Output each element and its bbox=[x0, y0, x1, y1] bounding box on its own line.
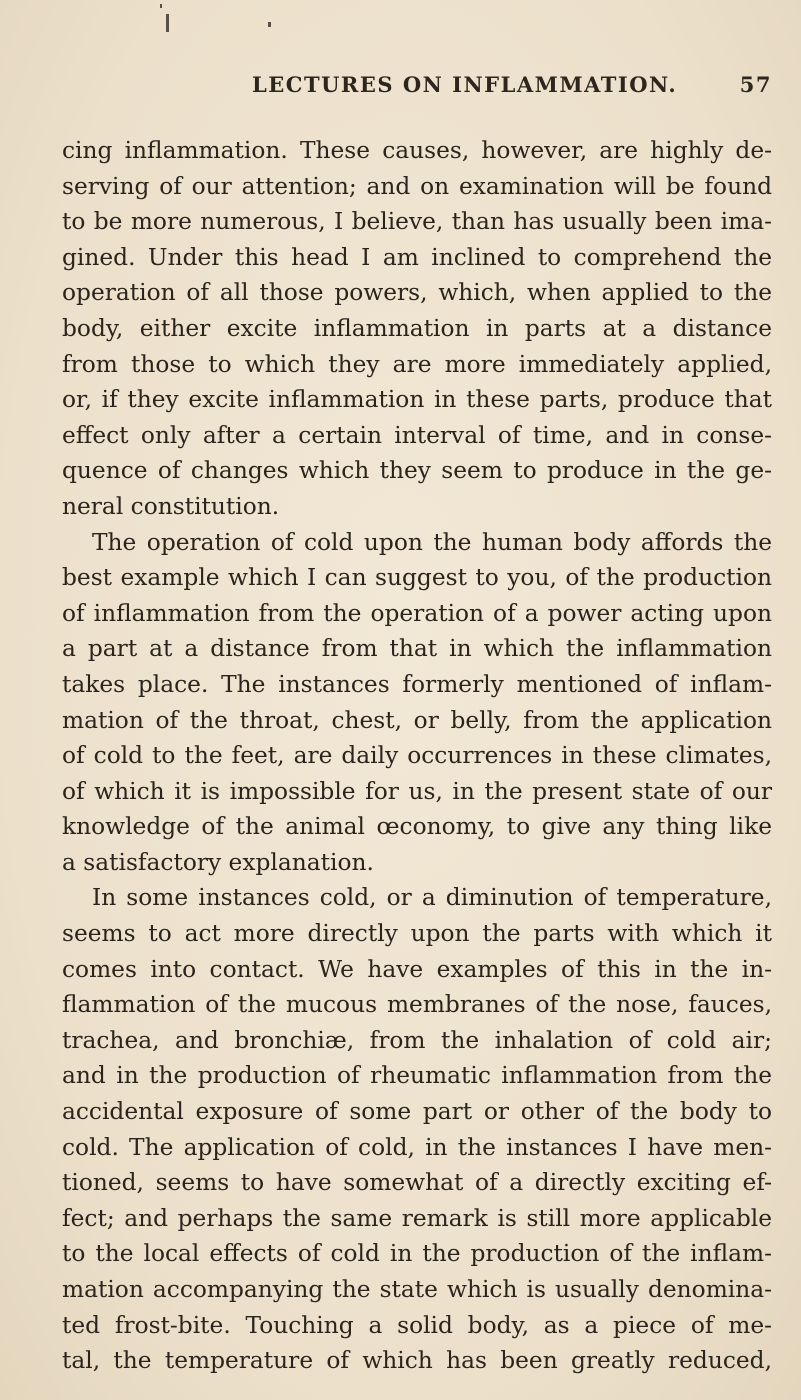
text-line: from those to which they are more immediately applied, bbox=[62, 350, 772, 378]
text-line: gined. Under this head I am inclined to comprehend the bbox=[62, 243, 772, 271]
text-line: neral constitution. bbox=[62, 492, 280, 520]
text-line: a satisfactory explanation. bbox=[62, 848, 374, 876]
running-title: LECTURES ON INFLAMMATION. bbox=[252, 72, 678, 97]
text-line: In some instances cold, or a diminution of temperature, bbox=[92, 884, 772, 912]
text-line: best example which I can suggest to you, of the production bbox=[62, 564, 772, 592]
text-line: quence of changes which they seem to produce in the ge- bbox=[62, 457, 772, 485]
text-line: tioned, seems to have somewhat of a directly exciting ef- bbox=[62, 1169, 772, 1197]
text-line: seems to act more directly upon the parts with which it bbox=[62, 920, 772, 948]
ink-mark bbox=[166, 14, 169, 32]
text-line: a part at a distance from that in which the inflammation bbox=[62, 635, 772, 663]
text-line: effect only after a certain interval of time, and in conse- bbox=[62, 421, 772, 449]
text-line: to be more numerous, I believe, than has usually been ima- bbox=[62, 208, 772, 236]
ink-speck bbox=[160, 4, 162, 8]
text-line: and in the production of rheumatic inflammation from the bbox=[62, 1062, 772, 1090]
text-line: of inflammation from the operation of a power acting upon bbox=[62, 599, 772, 627]
body-text bbox=[62, 133, 772, 1379]
text-line: serving of our attention; and on examination will be found bbox=[62, 172, 772, 200]
text-line: of which it is impossible for us, in the present state of our bbox=[62, 777, 772, 805]
text-line: accidental exposure of some part or other of the body to bbox=[62, 1098, 772, 1126]
text-line: flammation of the mucous membranes of the nose, fauces, bbox=[62, 991, 772, 1019]
ink-speck bbox=[268, 22, 271, 27]
text-line: tal, the temperature of which has been greatly reduced, bbox=[62, 1347, 772, 1375]
text-line: cold. The application of cold, in the instances I have men- bbox=[62, 1133, 772, 1161]
text-line: mation of the throat, chest, or belly, from the application bbox=[62, 706, 772, 734]
text-line: mation accompanying the state which is usually denomina- bbox=[62, 1276, 772, 1303]
text-line: trachea, and bronchiæ, from the inhalation of cold air; bbox=[62, 1026, 772, 1054]
text-line: ted frost-bite. Touching a solid body, as a piece of me- bbox=[62, 1311, 772, 1339]
text-line: The operation of cold upon the human body affords the bbox=[92, 528, 772, 556]
text-line: fect; and perhaps the same remark is still more applicable bbox=[62, 1204, 772, 1232]
text-line: comes into contact. We have examples of this in the in- bbox=[62, 955, 772, 983]
text-line: or, if they excite inflammation in these parts, produce that bbox=[62, 386, 772, 414]
page-header bbox=[252, 72, 772, 102]
text-line: operation of all those powers, which, when applied to the bbox=[62, 279, 772, 307]
text-line: body, either excite inflammation in parts at a distance bbox=[62, 314, 772, 342]
text-line: to the local effects of cold in the production of the inflam- bbox=[62, 1240, 772, 1268]
text-line: cing inflammation. These causes, however, are highly de- bbox=[62, 137, 772, 164]
text-line: takes place. The instances formerly mentioned of inflam- bbox=[62, 670, 772, 698]
text-line: knowledge of the animal œconomy, to give any thing like bbox=[62, 813, 772, 841]
text-line: of cold to the feet, are daily occurrences in these climates, bbox=[62, 742, 772, 770]
page-number: 57 bbox=[739, 72, 772, 97]
